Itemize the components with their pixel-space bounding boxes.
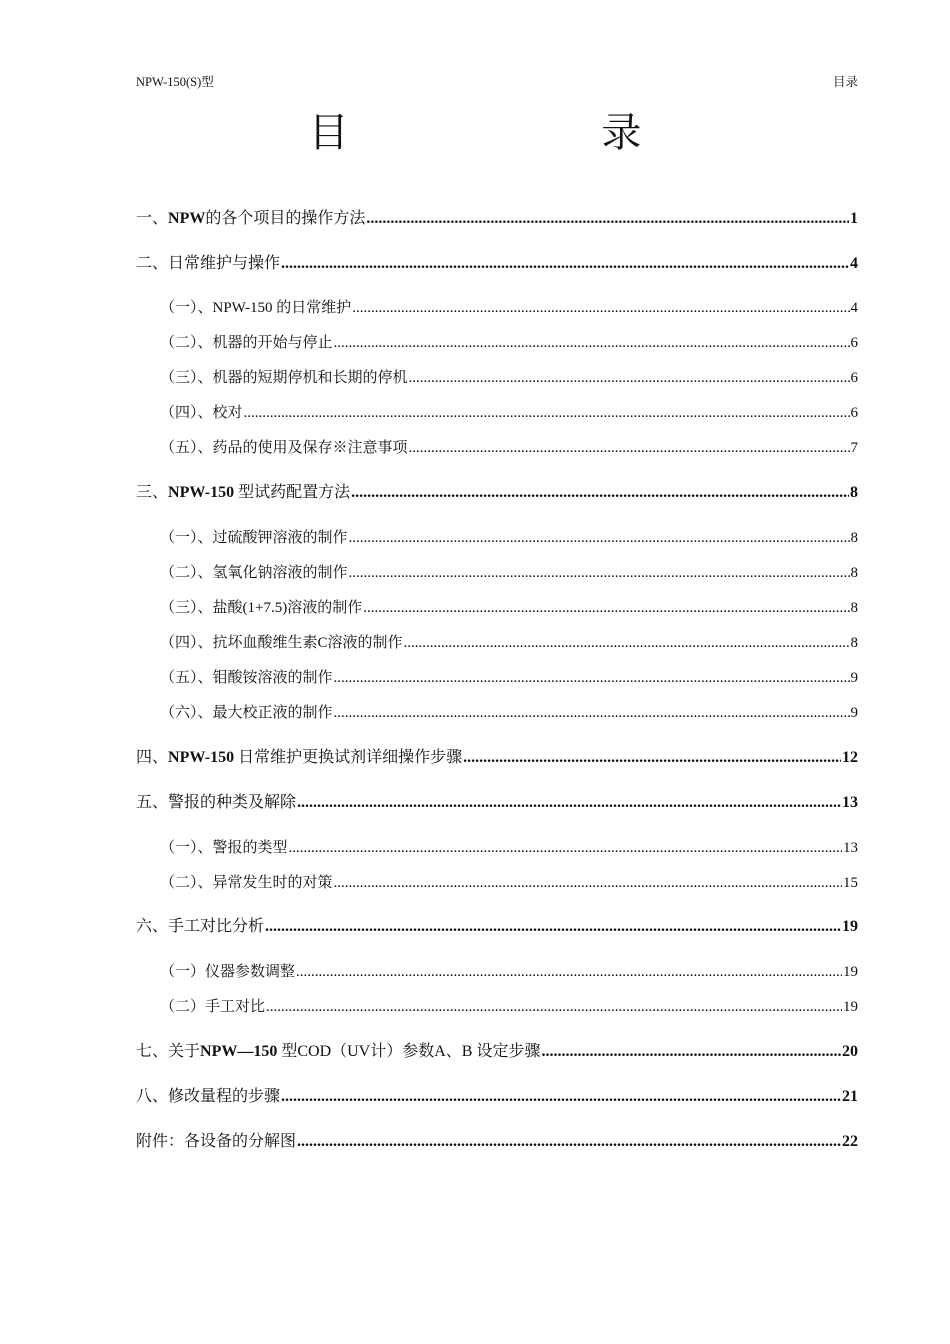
toc-prefix: 三、 <box>136 484 169 501</box>
toc-text: 日常维护更换试剂详细操作步骤 <box>234 749 463 766</box>
toc-prefix: 五、 <box>136 794 169 811</box>
toc-leader <box>366 208 849 230</box>
toc-entry[interactable] <box>136 208 858 230</box>
toc-leader <box>297 792 841 814</box>
header-model: NPW-150(S)型 <box>136 75 214 89</box>
toc-bold-text: NPW—150 <box>200 1043 278 1060</box>
toc-text: （一）、NPW-150 的日常维护 <box>160 300 352 316</box>
toc-page-number: 6 <box>850 370 858 386</box>
toc-text: 修改量程的步骤 <box>168 1088 281 1105</box>
toc-page-number: 1 <box>850 210 858 227</box>
toc-text: 手工对比分析 <box>168 918 265 935</box>
toc-entry[interactable] <box>160 562 858 584</box>
toc-page-number: 4 <box>850 255 858 272</box>
toc-entry[interactable] <box>160 297 858 319</box>
toc-leader <box>363 597 849 619</box>
toc-prefix: 四、 <box>136 749 169 766</box>
toc-text: （四）、抗坏血酸维生素C溶液的制作 <box>160 635 403 651</box>
toc-entry[interactable] <box>160 667 858 689</box>
toc-text: （四）、校对 <box>160 405 243 421</box>
toc-text: 型COD（UV计）参数A、B 设定步骤 <box>277 1043 541 1060</box>
toc-leader <box>541 1041 841 1063</box>
toc-entry[interactable] <box>160 961 858 983</box>
toc-leader <box>296 961 842 983</box>
toc-entry[interactable] <box>136 747 858 769</box>
toc-page-number: 12 <box>842 749 858 766</box>
toc-page-number: 15 <box>843 875 858 891</box>
toc-page-number: 8 <box>850 530 858 546</box>
header-section: 目录 <box>832 75 858 89</box>
toc-text: （五）、药品的使用及保存※注意事项 <box>160 440 408 456</box>
toc-prefix: 六、 <box>136 918 169 935</box>
toc-prefix: 一、 <box>136 210 169 227</box>
toc-leader <box>334 332 850 354</box>
toc-leader <box>281 253 849 275</box>
toc-page-number: 8 <box>850 484 858 501</box>
toc-entry[interactable] <box>160 402 858 424</box>
toc-leader <box>266 996 842 1018</box>
toc-leader <box>349 562 850 584</box>
toc-leader <box>289 837 842 859</box>
toc-entry[interactable] <box>136 1131 858 1153</box>
toc-prefix: 二、 <box>136 255 169 272</box>
toc-text: （二）、机器的开始与停止 <box>160 335 333 351</box>
toc-entry[interactable] <box>160 437 858 459</box>
toc-page-number: 19 <box>843 999 858 1015</box>
toc-leader <box>334 872 842 894</box>
toc-text: 各设备的分解图 <box>184 1133 297 1150</box>
toc-leader <box>463 747 841 769</box>
toc-prefix: 附件： <box>136 1133 185 1150</box>
toc-bold-text: NPW <box>168 210 206 227</box>
toc-leader <box>351 482 849 504</box>
toc-entry[interactable] <box>136 792 858 814</box>
toc-entry[interactable] <box>136 253 858 275</box>
toc-page-number: 21 <box>842 1088 858 1105</box>
toc-page-number: 8 <box>850 635 858 651</box>
toc-page-number: 13 <box>843 840 858 856</box>
toc-prefix: 七、关于 <box>136 1043 201 1060</box>
toc-entry[interactable] <box>160 996 858 1018</box>
toc-page-number: 9 <box>850 705 858 721</box>
toc-entry[interactable] <box>160 527 858 549</box>
toc-bold-text: NPW-150 <box>168 749 235 766</box>
toc-entry[interactable] <box>136 482 858 504</box>
toc-leader <box>281 1086 841 1108</box>
toc-prefix: 八、 <box>136 1088 169 1105</box>
toc-text: 警报的种类及解除 <box>168 794 297 811</box>
toc-leader <box>349 527 850 549</box>
toc-text: （三）、机器的短期停机和长期的停机 <box>160 370 408 386</box>
toc-entry[interactable] <box>136 1041 858 1063</box>
toc-text: 的各个项目的操作方法 <box>205 210 366 227</box>
toc-leader <box>334 667 850 689</box>
toc-text: （六）、最大校正液的制作 <box>160 705 333 721</box>
toc-entry[interactable] <box>160 632 858 654</box>
toc-page-number: 20 <box>842 1043 858 1060</box>
toc-page-number: 7 <box>850 440 858 456</box>
toc-entry[interactable] <box>160 872 858 894</box>
toc-text: （二）、异常发生时的对策 <box>160 875 333 891</box>
toc-leader <box>409 367 850 389</box>
toc-leader <box>404 632 850 654</box>
toc-entry[interactable] <box>160 332 858 354</box>
toc-text: （二）、氢氧化钠溶液的制作 <box>160 565 348 581</box>
toc-text: （一）仪器参数调整 <box>160 964 296 980</box>
toc-text: （二）手工对比 <box>160 999 266 1015</box>
toc-text: （三）、盐酸(1+7.5)溶液的制作 <box>160 600 363 616</box>
toc-text: （五）、钼酸铵溶液的制作 <box>160 670 333 686</box>
toc-page-number: 8 <box>850 565 858 581</box>
toc-page-number: 19 <box>842 918 858 935</box>
toc-page-number: 6 <box>850 335 858 351</box>
toc-page-number: 6 <box>850 405 858 421</box>
toc-entry[interactable] <box>160 367 858 389</box>
toc-text: 型试药配置方法 <box>234 484 351 501</box>
toc-leader <box>244 402 850 424</box>
toc-entry[interactable] <box>136 1086 858 1108</box>
toc-page-number: 8 <box>850 600 858 616</box>
toc-bold-text: NPW-150 <box>168 484 235 501</box>
toc-entry[interactable] <box>160 837 858 859</box>
title-text: 目 录 <box>308 110 762 156</box>
toc-page-number: 4 <box>850 300 858 316</box>
toc-leader <box>352 297 849 319</box>
toc-page-number: 9 <box>850 670 858 686</box>
toc-page-number: 13 <box>842 794 858 811</box>
toc-leader <box>334 702 850 724</box>
toc-leader <box>297 1131 841 1153</box>
toc-text: 日常维护与操作 <box>168 255 281 272</box>
toc-text: （一）、过硫酸钾溶液的制作 <box>160 530 348 546</box>
toc-entry[interactable] <box>160 597 858 619</box>
toc-entry[interactable] <box>160 702 858 724</box>
toc-page-number: 19 <box>843 964 858 980</box>
toc-page-number: 22 <box>842 1133 858 1150</box>
toc-leader <box>265 916 841 938</box>
toc-leader <box>409 437 850 459</box>
toc-text: （一）、警报的类型 <box>160 840 288 856</box>
toc-entry[interactable] <box>136 916 858 938</box>
